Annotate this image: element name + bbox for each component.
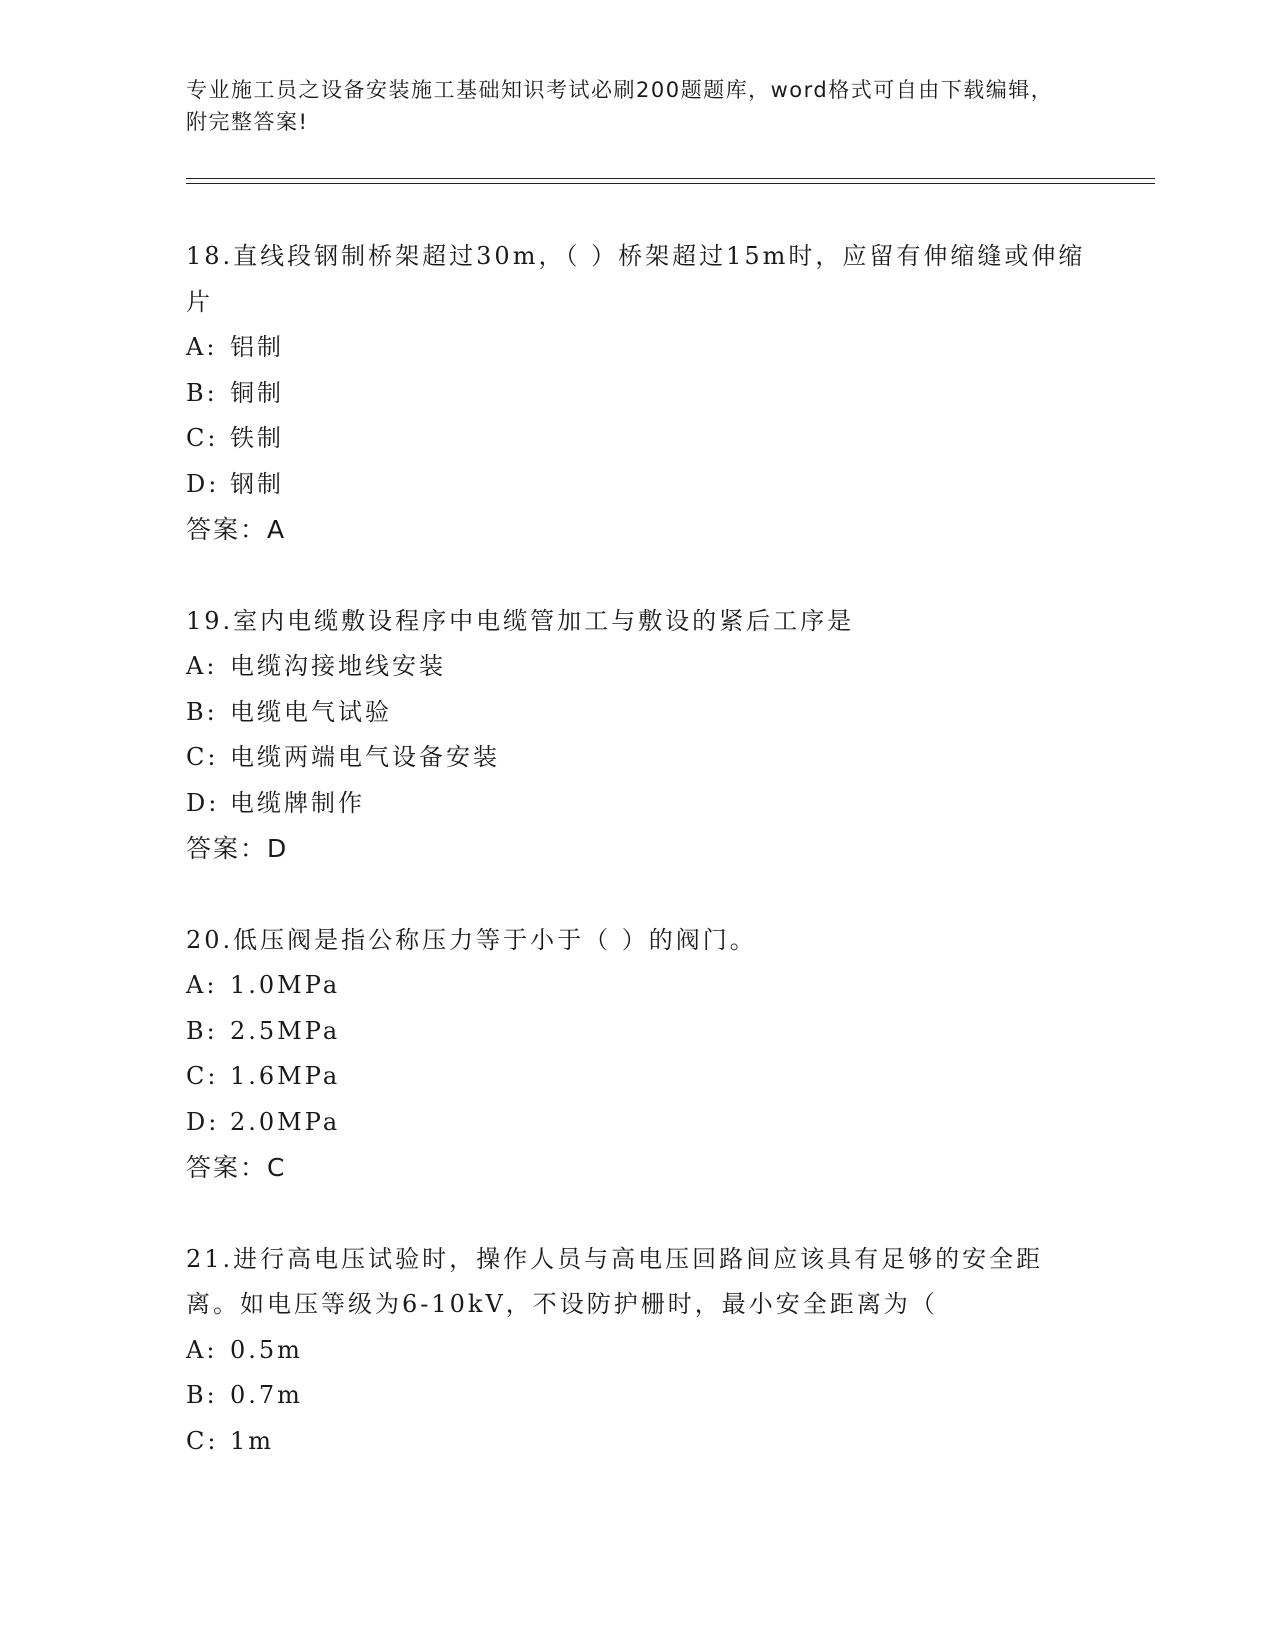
option-a <box>186 963 1086 1009</box>
option-c <box>186 735 1086 781</box>
option-text: 1.6MPa <box>230 1062 341 1090</box>
option-letter: C: <box>186 424 219 452</box>
question-20 <box>186 918 1086 1191</box>
question-stem: 20.低压阀是指公称压力等于小于（ ）的阀门。 <box>186 925 757 954</box>
option-a <box>186 325 1086 371</box>
question-stem: 18.直线段钢制桥架超过30m，（ ）桥架超过15m时，应留有伸缩缝或伸缩片 <box>186 242 1086 316</box>
option-b <box>186 690 1086 736</box>
option-text: 0.5m <box>230 1335 303 1364</box>
question-stem: 19.室内电缆敷设程序中电缆管加工与敷设的紧后工序是 <box>186 606 855 635</box>
option-letter: A: <box>186 333 218 361</box>
option-text: 铁制 <box>230 424 284 452</box>
option-letter: A: <box>186 1335 218 1364</box>
option-a <box>186 644 1086 690</box>
option-letter: A: <box>186 971 218 999</box>
option-b <box>186 371 1086 417</box>
option-d <box>186 781 1086 827</box>
option-text: 铝制 <box>230 333 284 361</box>
option-text: 电缆沟接地线安装 <box>230 652 446 680</box>
question-stem: 21.进行高电压试验时，操作人员与高电压回路间应该具有足够的安全距离。如电压等级为6-10kV，不设防护栅时，最小安全距离为（ <box>186 1244 1044 1318</box>
question-list <box>186 234 1086 1510</box>
option-text: 钢制 <box>230 469 284 498</box>
option-c <box>186 416 1086 462</box>
option-a <box>186 1328 1086 1374</box>
option-d <box>186 1100 1086 1146</box>
document-header: 专业施工员之设备安装施工基础知识考试必刷200题题库，word格式可自由下载编辑，附完整答案! <box>186 78 1054 134</box>
option-letter: D: <box>186 469 220 498</box>
option-letter: B: <box>186 378 218 407</box>
option-c <box>186 1054 1086 1100</box>
option-letter: C: <box>186 1062 219 1090</box>
header-divider <box>186 178 1155 184</box>
option-letter: B: <box>186 1381 218 1409</box>
option-text: 1m <box>230 1426 275 1455</box>
option-text: 电缆电气试验 <box>230 697 392 726</box>
option-letter: B: <box>186 697 218 726</box>
option-d <box>186 462 1086 508</box>
option-b <box>186 1009 1086 1055</box>
question-19 <box>186 599 1086 872</box>
answer-line: 答案：A <box>186 515 287 544</box>
option-letter: D: <box>186 788 220 817</box>
option-text: 电缆牌制作 <box>230 788 365 817</box>
answer-line: 答案：D <box>186 834 289 863</box>
option-text: 铜制 <box>230 378 284 407</box>
option-c <box>186 1419 1086 1465</box>
option-text: 1.0MPa <box>230 971 341 999</box>
option-letter: C: <box>186 743 219 771</box>
option-text: 电缆两端电气设备安装 <box>230 743 500 771</box>
option-letter: B: <box>186 1016 218 1045</box>
option-text: 2.0MPa <box>230 1107 341 1136</box>
option-b <box>186 1373 1086 1419</box>
option-text: 0.7m <box>230 1381 303 1409</box>
option-letter: D: <box>186 1107 220 1136</box>
option-letter: A: <box>186 652 218 680</box>
option-letter: C: <box>186 1426 219 1455</box>
question-18 <box>186 234 1086 553</box>
option-text: 2.5MPa <box>230 1016 341 1045</box>
answer-line: 答案：C <box>186 1153 287 1182</box>
question-21 <box>186 1237 1086 1465</box>
